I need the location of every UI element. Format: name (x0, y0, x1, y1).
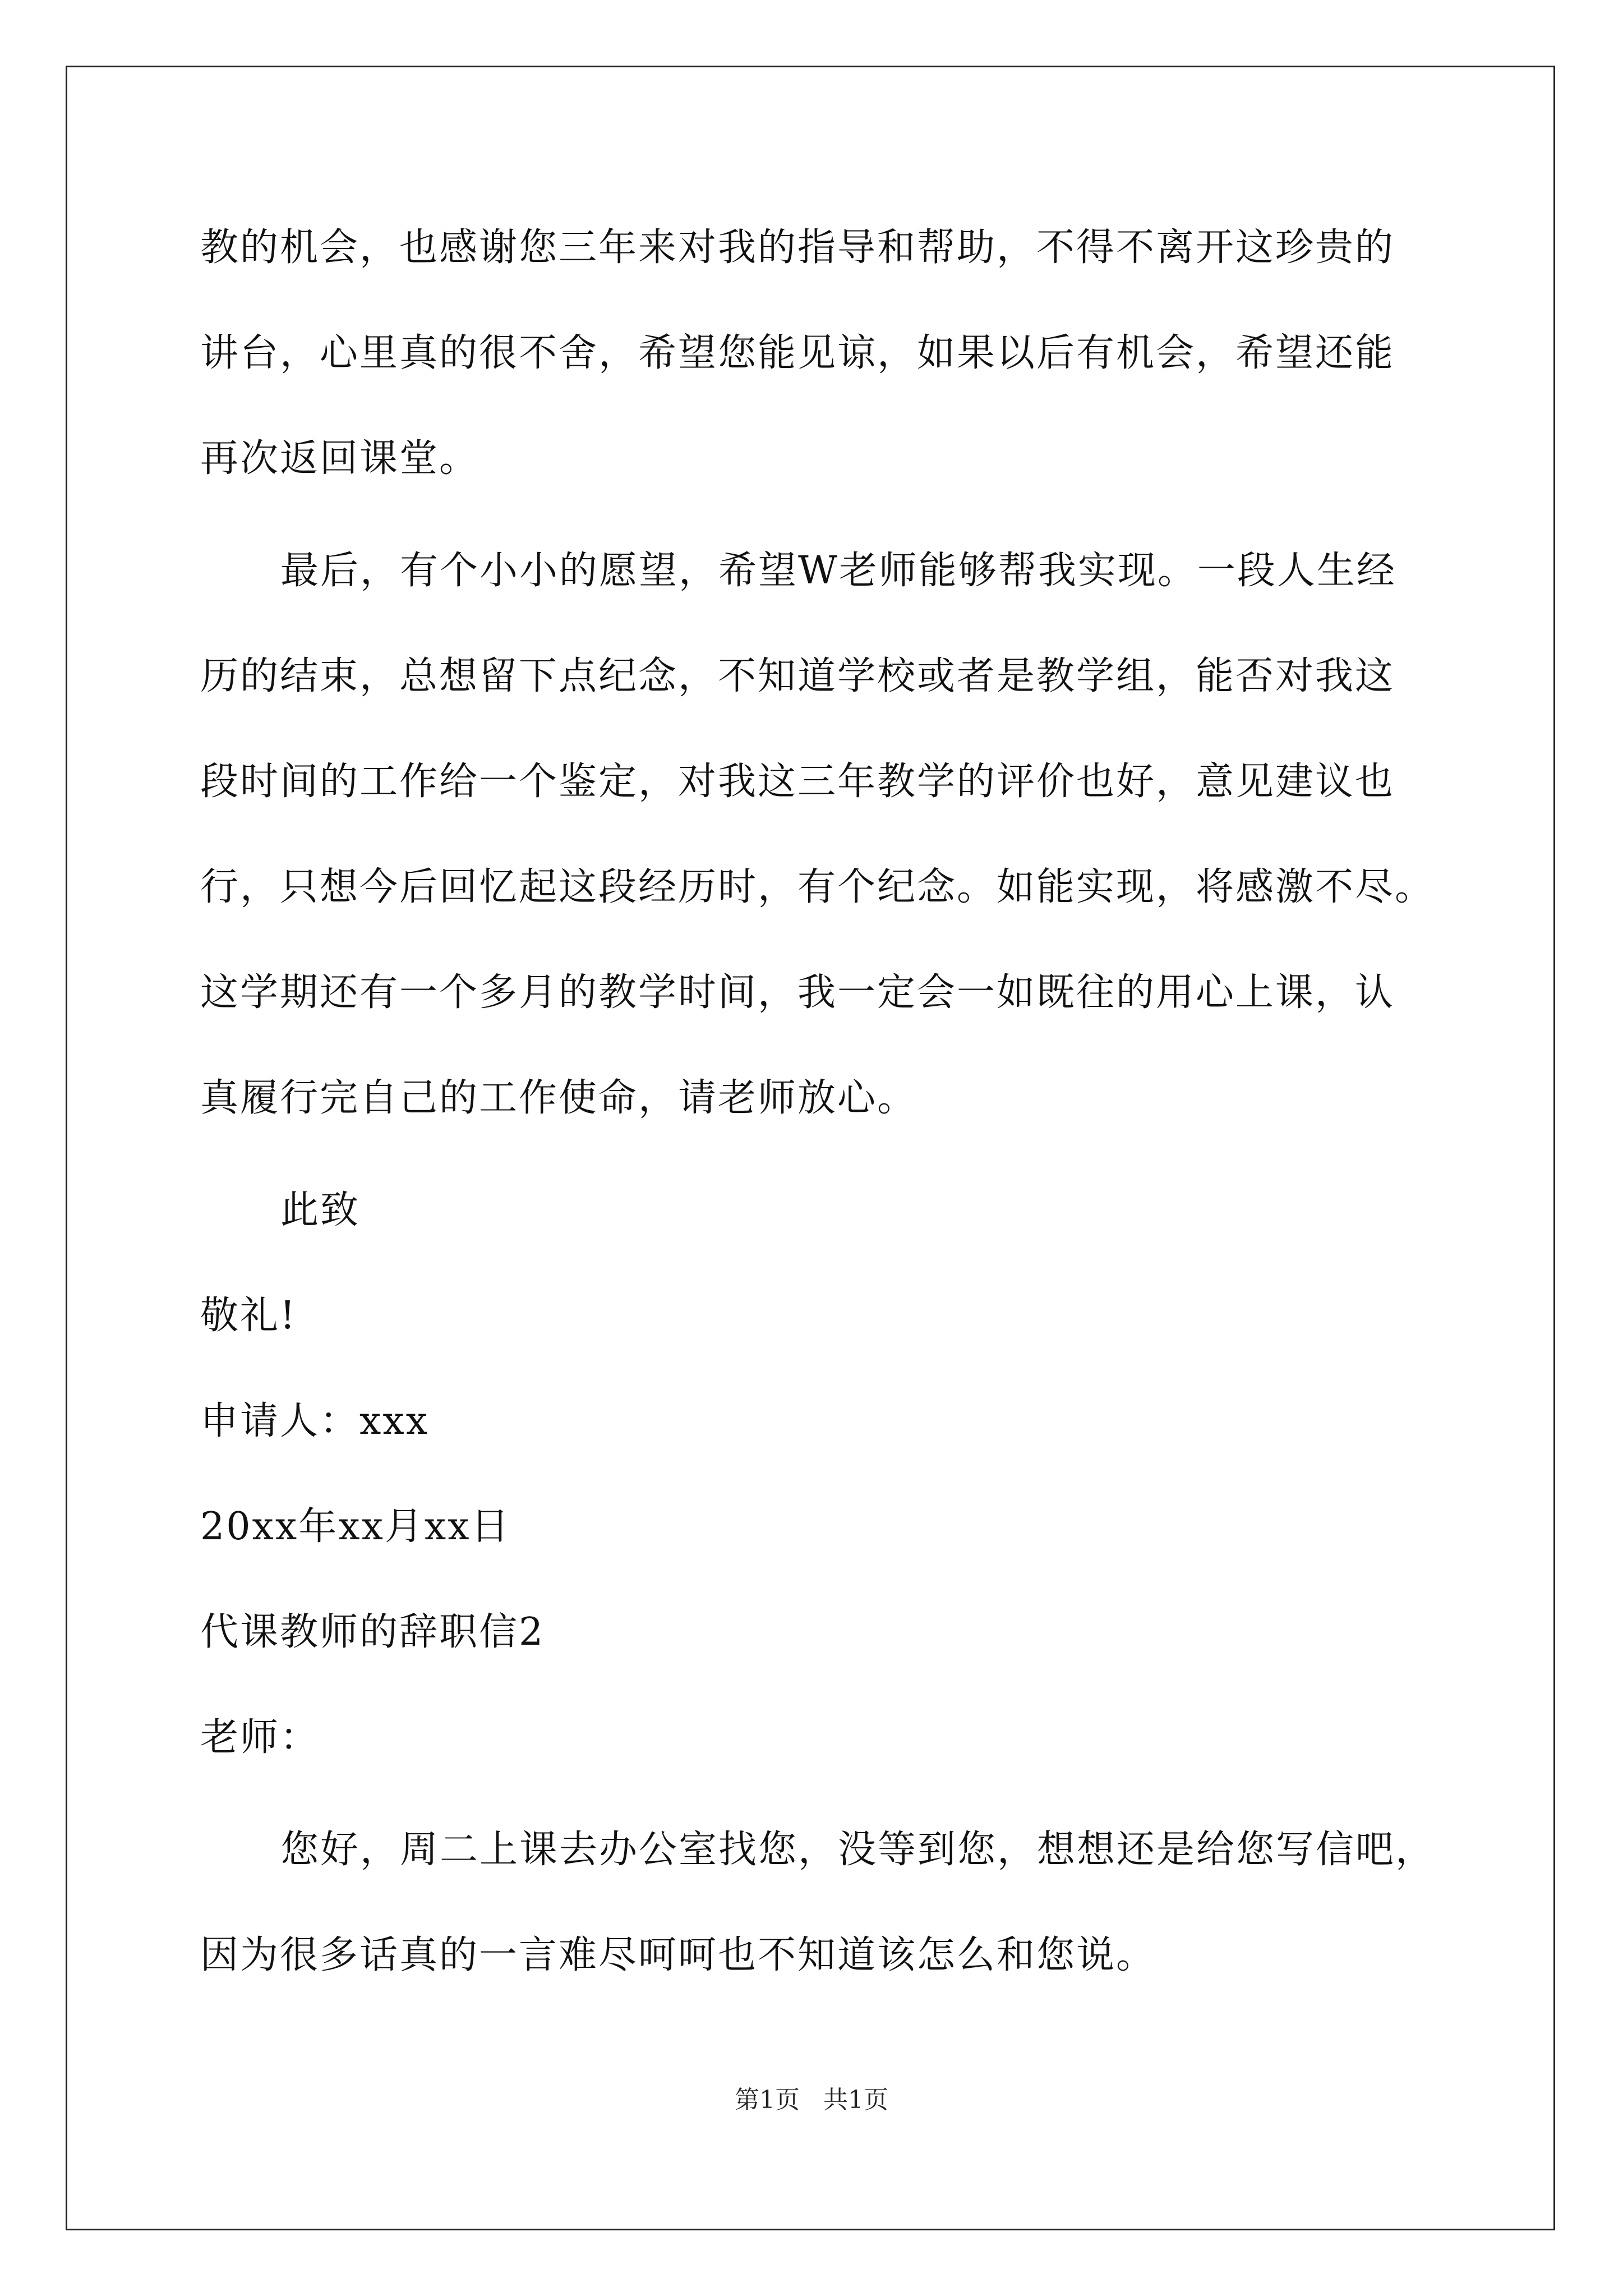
closing-regards: 敬礼! (200, 1294, 297, 1338)
body-line-4: 最后，有个小小的愿望，希望W老师能够帮我实现。一段人生经 (280, 549, 1396, 593)
body-line-2: 讲台，心里真的很不舍，希望您能见谅，如果以后有机会，希望还能 (200, 331, 1395, 375)
closing-salutation: 此致 (280, 1188, 361, 1232)
body-line-17: 因为很多话真的一言难尽呵呵也不知道该怎么和您说。 (200, 1933, 1156, 1977)
section-title: 代课教师的辞职信2 (200, 1610, 545, 1654)
body-line-16: 您好，周二上课去办公室找您，没等到您，想想还是给您写信吧， (280, 1828, 1436, 1872)
body-line-3: 再次返回课堂。 (200, 436, 479, 481)
body-line-9: 真履行完自己的工作使命，请老师放心。 (200, 1076, 917, 1120)
body-line-8: 这学期还有一个多月的教学时间，我一定会一如既往的用心上课，认 (200, 970, 1395, 1015)
body-line-6: 段时间的工作给一个鉴定，对我这三年教学的评价也好，意见建议也 (200, 760, 1395, 804)
body-line-7: 行，只想今后回忆起这段经历时，有个纪念。如能实现，将感激不尽。 (200, 865, 1435, 909)
date-line: 20xx年xx月xx日 (200, 1504, 511, 1549)
page-border (66, 66, 1555, 2230)
body-line-5: 历的结束，总想留下点纪念，不知道学校或者是教学组，能否对我这 (200, 654, 1395, 698)
applicant-line: 申请人：xxx (200, 1399, 430, 1443)
body-line-1: 教的机会，也感谢您三年来对我的指导和帮助，不得不离开这珍贵的 (200, 226, 1395, 270)
page-footer: 第1页 共1页 (735, 2086, 888, 2114)
greeting-line: 老师： (200, 1715, 320, 1760)
